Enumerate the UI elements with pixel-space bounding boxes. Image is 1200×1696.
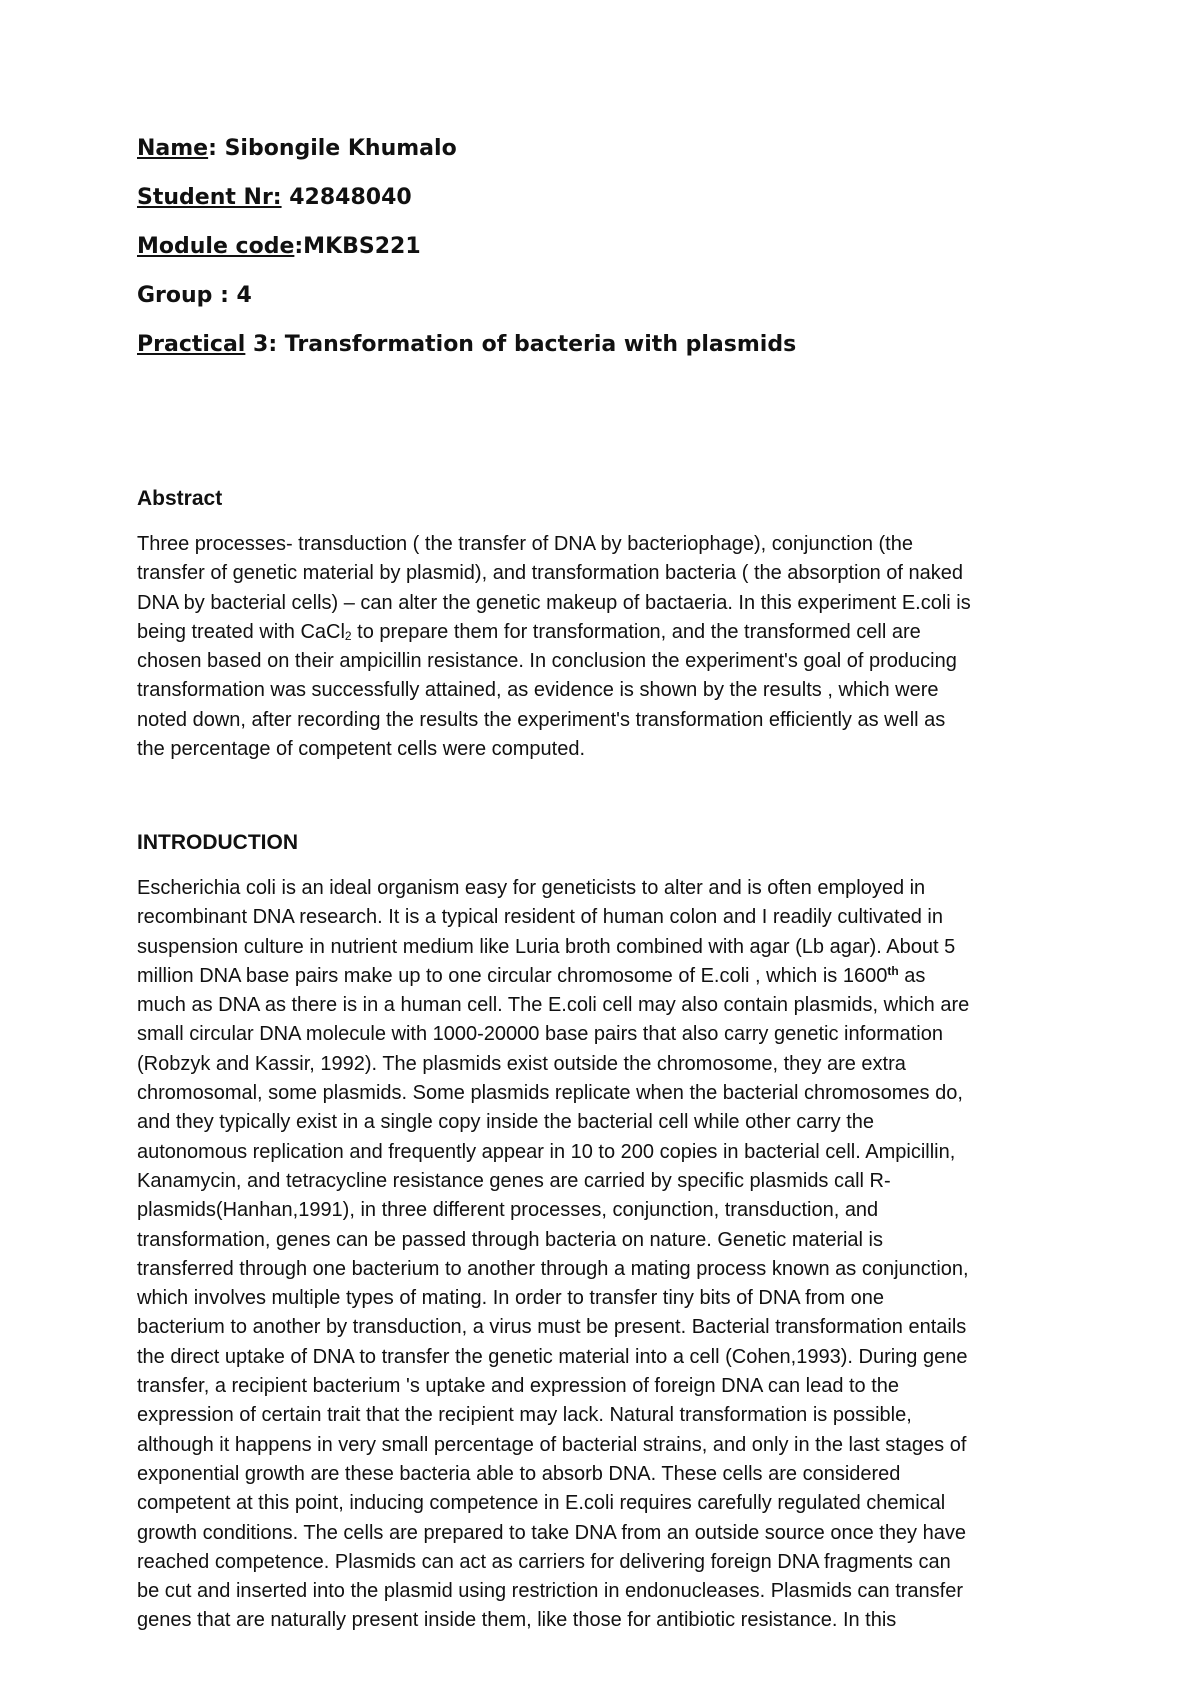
paragraph-line: be cut and inserted into the plasmid using restriction in endonucleases. Plasmids can transfer <box>137 1580 964 1603</box>
module-code-label: Module code <box>137 234 295 259</box>
paragraph-line: transformation was successfully attained, as evidence is shown by the results , which were <box>137 679 939 702</box>
introduction-paragraph <box>137 874 1077 1636</box>
paragraph-line: although it happens in very small percentage of bacterial strains, and only in the last stages of <box>137 1433 967 1456</box>
paragraph-line: competent at this point, inducing competence in E.coli requires carefully regulated chemical <box>137 1492 946 1515</box>
line-text: being treated with CaCl <box>137 620 345 643</box>
paragraph-line: expression of certain trait that the recipient may lack. Natural transformation is possible, <box>137 1404 912 1427</box>
paragraph-line: which involves multiple types of mating. In order to transfer tiny bits of DNA from one <box>137 1287 884 1310</box>
line-text: to prepare them for transformation, and the transformed cell are <box>351 620 921 643</box>
introduction-heading: INTRODUCTION <box>137 831 298 854</box>
paragraph-line: genes that are naturally present inside them, like those for antibiotic resistance. In this <box>137 1609 897 1632</box>
paragraph-line: transformation, genes can be passed through bacteria on nature. Genetic material is <box>137 1228 883 1251</box>
paragraph-line: noted down, after recording the results the experiment's transformation efficiently as well as <box>137 708 946 731</box>
line-text: as <box>898 964 926 987</box>
practical-label: Practical <box>137 332 246 357</box>
module-code-line <box>137 234 1117 283</box>
paragraph-line: transfer of genetic material by plasmid), and transformation bacteria ( the absorption of naked <box>137 562 963 585</box>
student-number-label: Student Nr: <box>137 185 282 210</box>
practical-title-line <box>137 332 1117 381</box>
abstract-paragraph <box>137 530 1077 764</box>
group-text: Group : 4 <box>137 283 252 308</box>
paragraph-line: growth conditions. The cells are prepared to take DNA from an outside source once they have <box>137 1521 966 1544</box>
paragraph-line: transferred through one bacterium to another through a mating process known as conjunction, <box>137 1257 969 1280</box>
paragraph-line: chromosomal, some plasmids. Some plasmids replicate when the bacterial chromosomes do, <box>137 1082 963 1105</box>
paragraph-line: the direct uptake of DNA to transfer the genetic material into a cell (Cohen,1993). During gene <box>137 1345 968 1368</box>
module-code-value: :MKBS221 <box>294 234 421 259</box>
paragraph-line: autonomous replication and frequently appear in 10 to 200 copies in bacterial cell. Ampicillin, <box>137 1140 956 1163</box>
paragraph-line: chosen based on their ampicillin resistance. In conclusion the experiment's goal of producing <box>137 650 957 673</box>
practical-title: 3: Transformation of bacteria with plasmids <box>245 332 797 357</box>
paragraph-line: (Robzyk and Kassir, 1992). The plasmids exist outside the chromosome, they are extra <box>137 1052 906 1075</box>
group-line <box>137 283 1117 332</box>
paragraph-line: Escherichia coli is an ideal organism easy for geneticists to alter and is often employed in <box>137 877 926 899</box>
paragraph-line: Three processes- transduction ( the transfer of DNA by bacteriophage), conjunction (the <box>137 533 913 555</box>
name-value: : Sibongile Khumalo <box>208 136 457 161</box>
paragraph-line: and they typically exist in a single copy inside the bacterial cell while other carry the <box>137 1111 875 1134</box>
paragraph-line: much as DNA as there is in a human cell. The E.coli cell may also contain plasmids, which are <box>137 994 970 1017</box>
subscript: 2 <box>344 628 352 643</box>
paragraph-line: plasmids(Hanhan,1991), in three different processes, conjunction, transduction, and <box>137 1199 879 1222</box>
paragraph-line <box>137 962 1077 991</box>
name-label: Name <box>137 136 209 161</box>
student-number-line <box>137 185 1117 234</box>
paragraph-line: recombinant DNA research. It is a typical resident of human colon and I readily cultivated in <box>137 906 943 929</box>
paragraph-line: DNA by bacterial cells) – can alter the genetic makeup of bactaeria. In this experiment E.coli is <box>137 591 971 614</box>
paragraph-line: reached competence. Plasmids can act as carriers for delivering foreign DNA fragments can <box>137 1550 951 1573</box>
abstract-heading: Abstract <box>137 487 223 510</box>
paragraph-line: suspension culture in nutrient medium like Luria broth combined with agar (Lb agar). About 5 <box>137 935 956 958</box>
paragraph-line: Kanamycin, and tetracycline resistance genes are carried by specific plasmids call R- <box>137 1169 891 1192</box>
superscript: th <box>887 963 899 978</box>
paragraph-line: bacterium to another by transduction, a virus must be present. Bacterial transformation entails <box>137 1316 967 1339</box>
paragraph-line <box>137 618 1077 647</box>
name-line <box>137 136 1117 185</box>
student-info-header <box>137 136 1117 381</box>
paragraph-line: transfer, a recipient bacterium 's uptake and expression of foreign DNA can lead to the <box>137 1375 900 1398</box>
student-number-value: 42848040 <box>281 185 412 210</box>
paragraph-line: the percentage of competent cells were computed. <box>137 738 586 761</box>
line-text: million DNA base pairs make up to one circular chromosome of E.coli , which is 1600 <box>137 964 888 987</box>
paragraph-line: exponential growth are these bacteria able to absorb DNA. These cells are considered <box>137 1462 901 1485</box>
paragraph-line: small circular DNA molecule with 1000-20000 base pairs that also carry genetic information <box>137 1023 943 1046</box>
